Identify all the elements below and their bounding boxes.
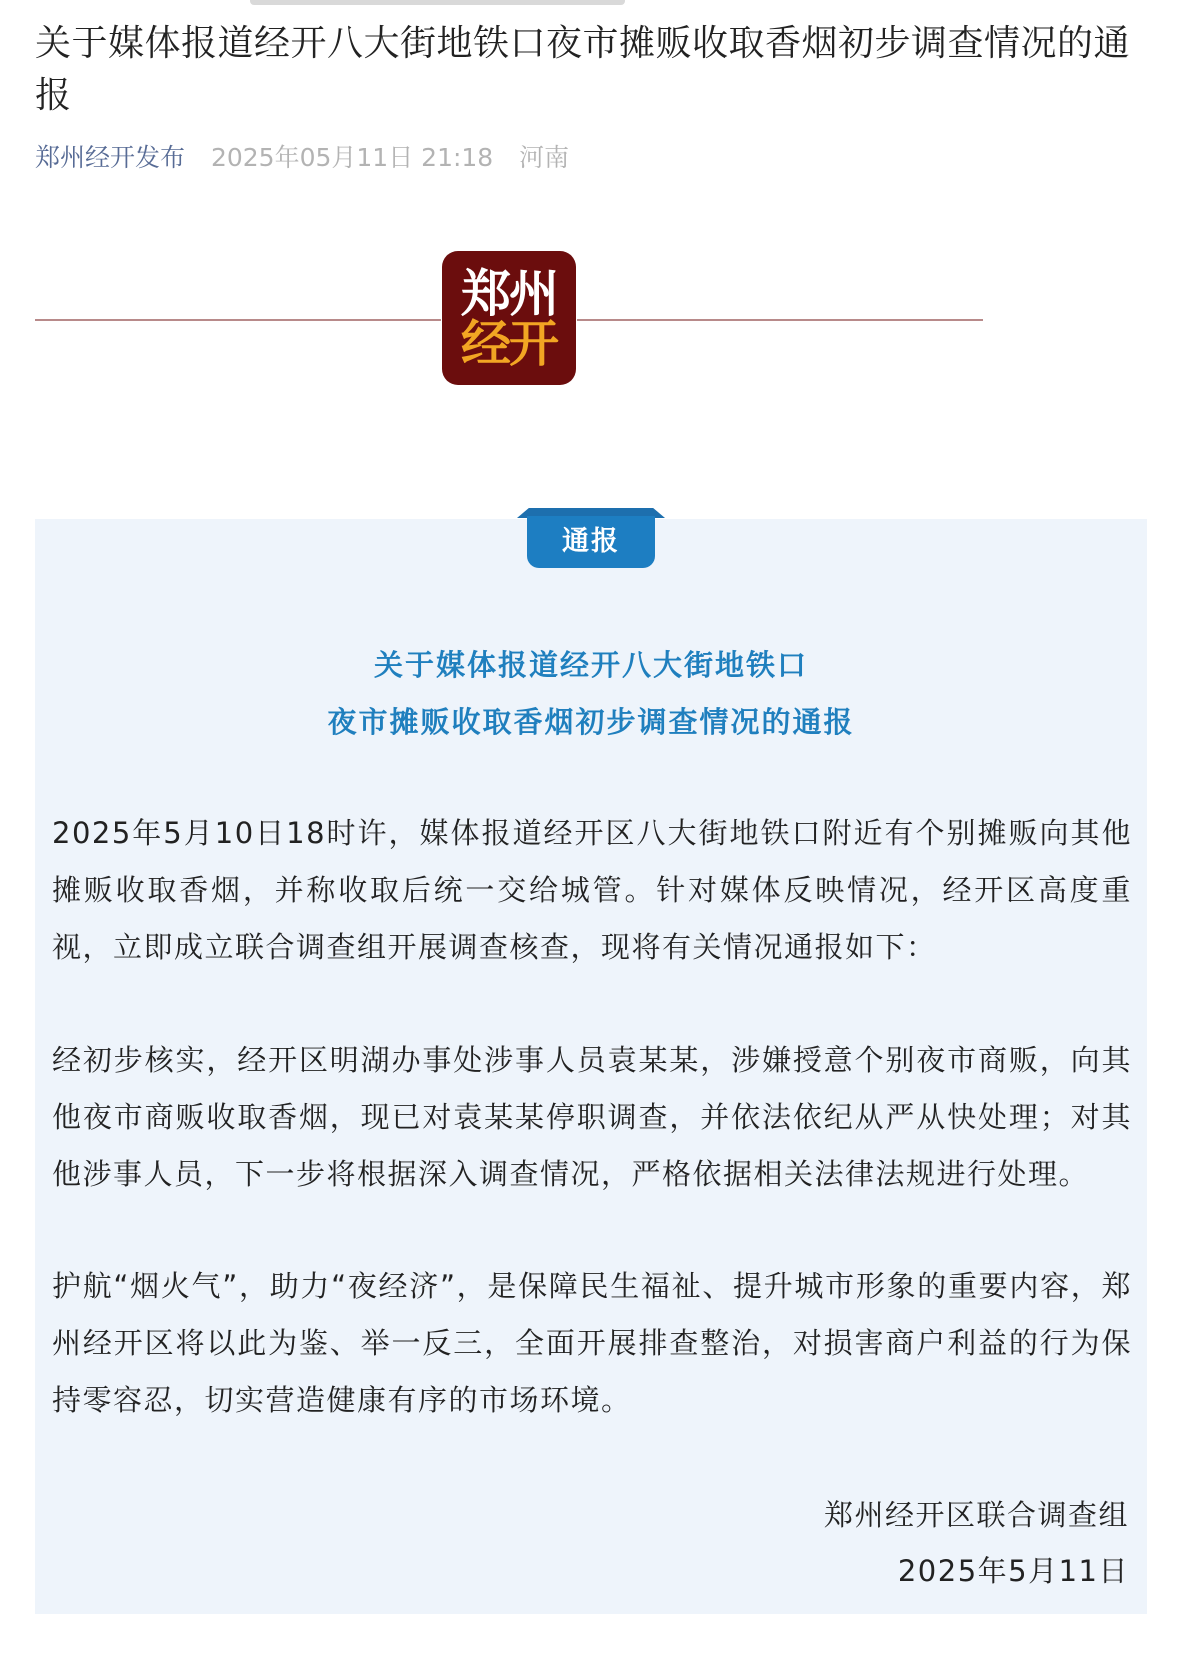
logo-line-1: 郑州 — [461, 265, 557, 323]
publish-date: 2025年05月11日 21:18 — [210, 143, 494, 172]
notice-paragraph: 护航“烟火气”，助力“夜经济”，是保障民生福祉、提升城市形象的重要内容，郑州经开区将以此为鉴、举一反三，全面开展排查整治，对损害商户利益的行为保持零容忍，切实营造健康有序的市场环境。 — [52, 1269, 1132, 1417]
notice-title-line-1: 关于媒体报道经开八大街地铁口 — [373, 648, 808, 682]
author-link[interactable]: 郑州经开发布 — [35, 143, 186, 172]
zhengzhou-jingkai-logo — [442, 251, 576, 385]
signature-organization: 郑州经开区联合调查组 — [823, 1498, 1129, 1532]
publish-location: 河南 — [519, 143, 570, 172]
notice-paragraph: 2025年5月10日18时许，媒体报道经开区八大街地铁口附近有个别摊贩向其他摊贩收取香烟，并称收取后统一交给城管。针对媒体反映情况，经开区高度重视，立即成立联合调查组开展调查核查，现将有关情况通报如下： — [52, 816, 1132, 964]
article-title: 关于媒体报道经开八大街地铁口夜市摊贩收取香烟初步调查情况的通报 — [35, 23, 1131, 116]
badge-label: 通报 — [527, 516, 655, 568]
signature-date: 2025年5月11日 — [897, 1554, 1129, 1588]
notice-title-line-2: 夜市摊贩收取香烟初步调查情况的通报 — [327, 705, 855, 739]
drag-handle — [250, 0, 625, 5]
logo-line-2: 经开 — [461, 315, 557, 373]
notice-badge — [517, 508, 665, 568]
notice-paragraph: 经初步核实，经开区明湖办事处涉事人员袁某某，涉嫌授意个别夜市商贩，向其他夜市商贩收取香烟，现已对袁某某停职调查，并依法依纪从严从快处理；对其他涉事人员，下一步将根据深入调查情况，严格依据相关法律法规进行处理。 — [52, 1043, 1132, 1191]
article-meta — [35, 140, 569, 176]
